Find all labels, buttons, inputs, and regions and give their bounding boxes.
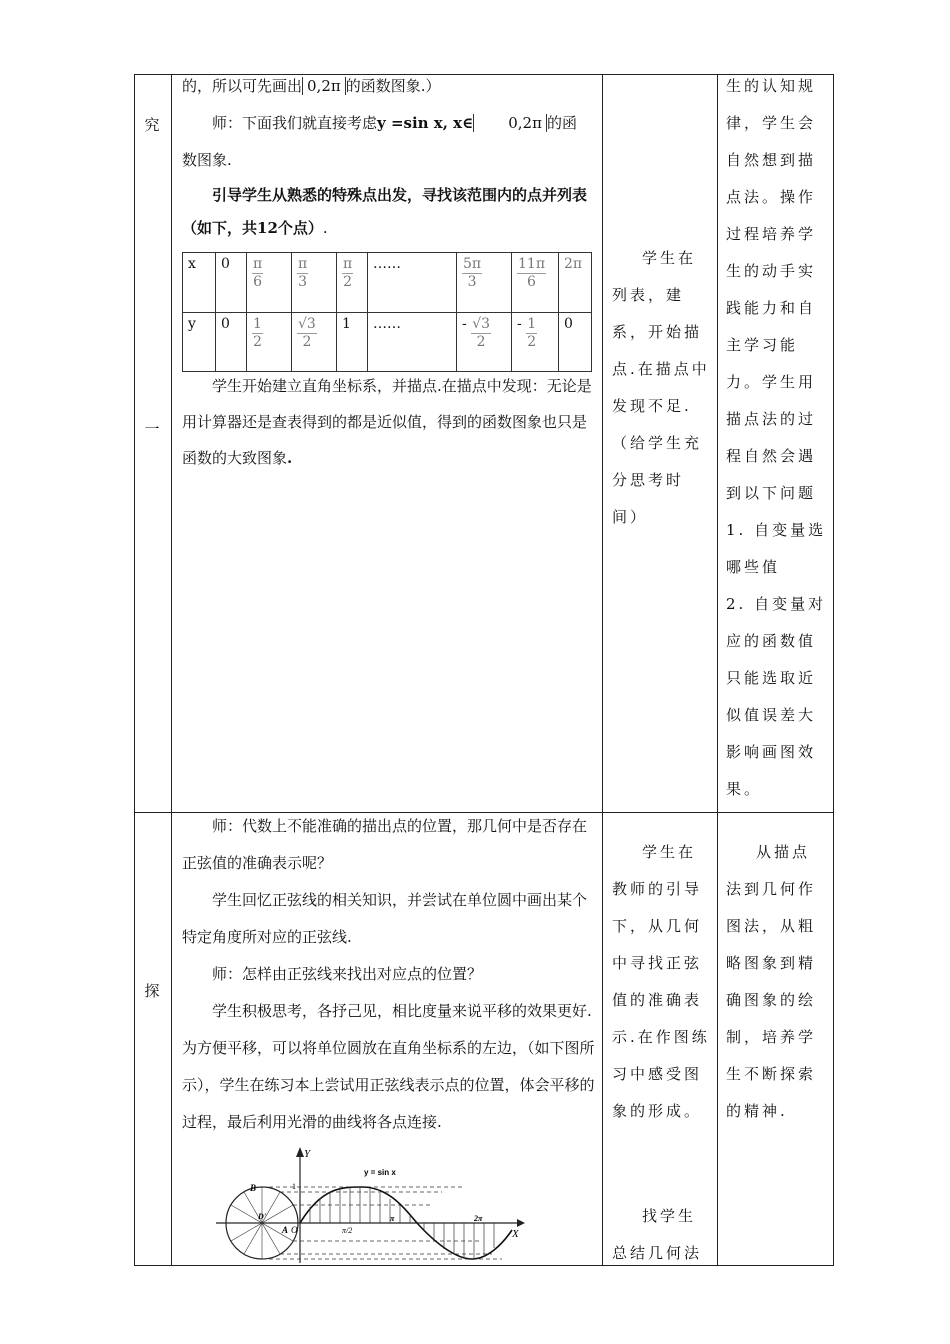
after-table-text: 学生开始建立直角坐标系，并描点.在描点中发现：无论是用计算器还是查表得到的都是近似值，得到的函数图象也只是函数的大致图象 [182,377,592,467]
x-value: 2π [559,253,592,313]
x-value: $\frac{11\pi}{6}$ [512,253,559,313]
after-tail: . [287,449,293,467]
y-value: - $\frac{√3}{2}$ [457,312,512,372]
section-label-top: 究 [144,116,160,134]
line1-post: 的函数图象.） [345,77,441,95]
row2-student-summary: 找学生总结几何法 [612,1207,703,1262]
y-ellipsis: …… [368,312,457,372]
half-pi-label: π/2 [342,1226,353,1235]
y-value: $\frac{1}{2}$ [247,312,292,372]
section-label-mid: 一 [144,420,160,438]
interval-0-2pi: 0,2π [302,77,346,95]
x-label: x [183,253,216,313]
x-ellipsis: …… [368,253,457,313]
point-b-label: B [250,1183,257,1193]
section-label-bottom: 探 [144,982,160,1000]
grid-line [171,74,172,1266]
y-value: $\frac{√3}{2}$ [292,312,337,372]
grid-line [134,74,135,1266]
table-row-y [183,312,592,372]
guide-tail: . [322,219,328,237]
grid-line [833,74,834,1266]
row2-main-text [182,808,596,1141]
y-axis-label: Y [304,1148,311,1160]
point-d-label: D' [258,1212,266,1221]
sine-construction-figure [212,1145,530,1265]
x-value: $\frac{\pi}{3}$ [292,253,337,313]
paragraph-4: 学生积极思考，各抒己见，相比度量来说平移的效果更好.为方便平移，可以将单位圆放在直角坐标系的左边，（如下图所示），学生在练习本上尝试用正弦线表示点的位置，体会平移的过程，最后利用光滑的曲线将各点连接. [182,1002,595,1131]
table-row-x [183,253,592,313]
one-tick-label: 1 [292,1182,296,1191]
line3: 数图象. [182,151,232,169]
values-table [182,252,592,372]
x-value: $\frac{\pi}{2}$ [337,253,368,313]
point-a-label: A [282,1225,289,1235]
line1 [182,68,596,105]
paragraph-2: 学生回忆正弦线的相关知识，并尝试在单位圆中画出某个特定角度所对应的正弦线. [182,891,588,946]
grid-line [717,74,718,1266]
row1-student-activity: 学生在列表，建系，开始描点.在描点中发现不足.（给学生充分思考时间） [612,249,710,526]
design-intent-b: 2. 自变量对应的函数值只能选取近似值误差大影响画图效果。 [726,595,827,798]
paragraph-1: 师：代数上不能准确的描出点的位置，那几何中是否存在正弦值的准确表示呢？ [182,817,588,872]
line2-pre: 师：下面我们就直接考虑 [212,114,378,132]
pi-tick-label: π [390,1214,395,1223]
two-pi-tick-label: 2π [474,1214,483,1223]
row2-design-intent: 从描点法到几何作图法，从粗略图象到精确图象的绘制，培养学生不断探索的精神. [726,843,817,1120]
guide-paragraph [182,179,596,245]
row2-student-activity: 学生在教师的引导下，从几何中寻找正弦值的准确表示.在作图练习中感受图象的形成。 [612,843,710,1120]
guide-bold-text: 引导学生从熟悉的特殊点出发，寻找该范围内的点并列表（如下，共12个点） [182,186,588,237]
y-value: 0 [559,312,592,372]
line2 [182,105,596,142]
design-intent-a: 生的认知规律，学生会自然想到描点法。操作过程培养学生的动手实践能力和自主学习能力。学生用描点法的过程自然会遇到以下问题 1. 自变量选哪些值 [726,77,827,576]
x-value: $\frac{\pi}{6}$ [247,253,292,313]
x-axis-arrow [517,1219,525,1227]
interval-0-2pi-b: 0,2π [473,114,547,132]
sin-formula: y =sin x, x∈ [377,114,474,132]
y-axis-arrow [296,1147,304,1157]
y-value: 0 [216,312,247,372]
curve-label: y = sin x [364,1168,396,1177]
grid-line [602,74,603,1266]
y-value: 1 [337,312,368,372]
x-value: 0 [216,253,247,313]
line2-post: 的函 [546,114,577,132]
origin-label: O [291,1225,298,1235]
y-label: y [183,312,216,372]
y-value: - $\frac{1}{2}$ [512,312,559,372]
row1-main-text [182,68,596,245]
line1-pre: 的，所以可先画出 [182,77,303,95]
x-value: $\frac{5\pi}{3}$ [457,253,512,313]
after-table-paragraph [182,368,596,476]
row1-design-intent [726,68,827,808]
grid-line [134,1265,834,1266]
paragraph-3: 师：怎样由正弦线来找出对应点的位置？ [212,965,483,983]
x-axis-label: X [512,1228,519,1240]
